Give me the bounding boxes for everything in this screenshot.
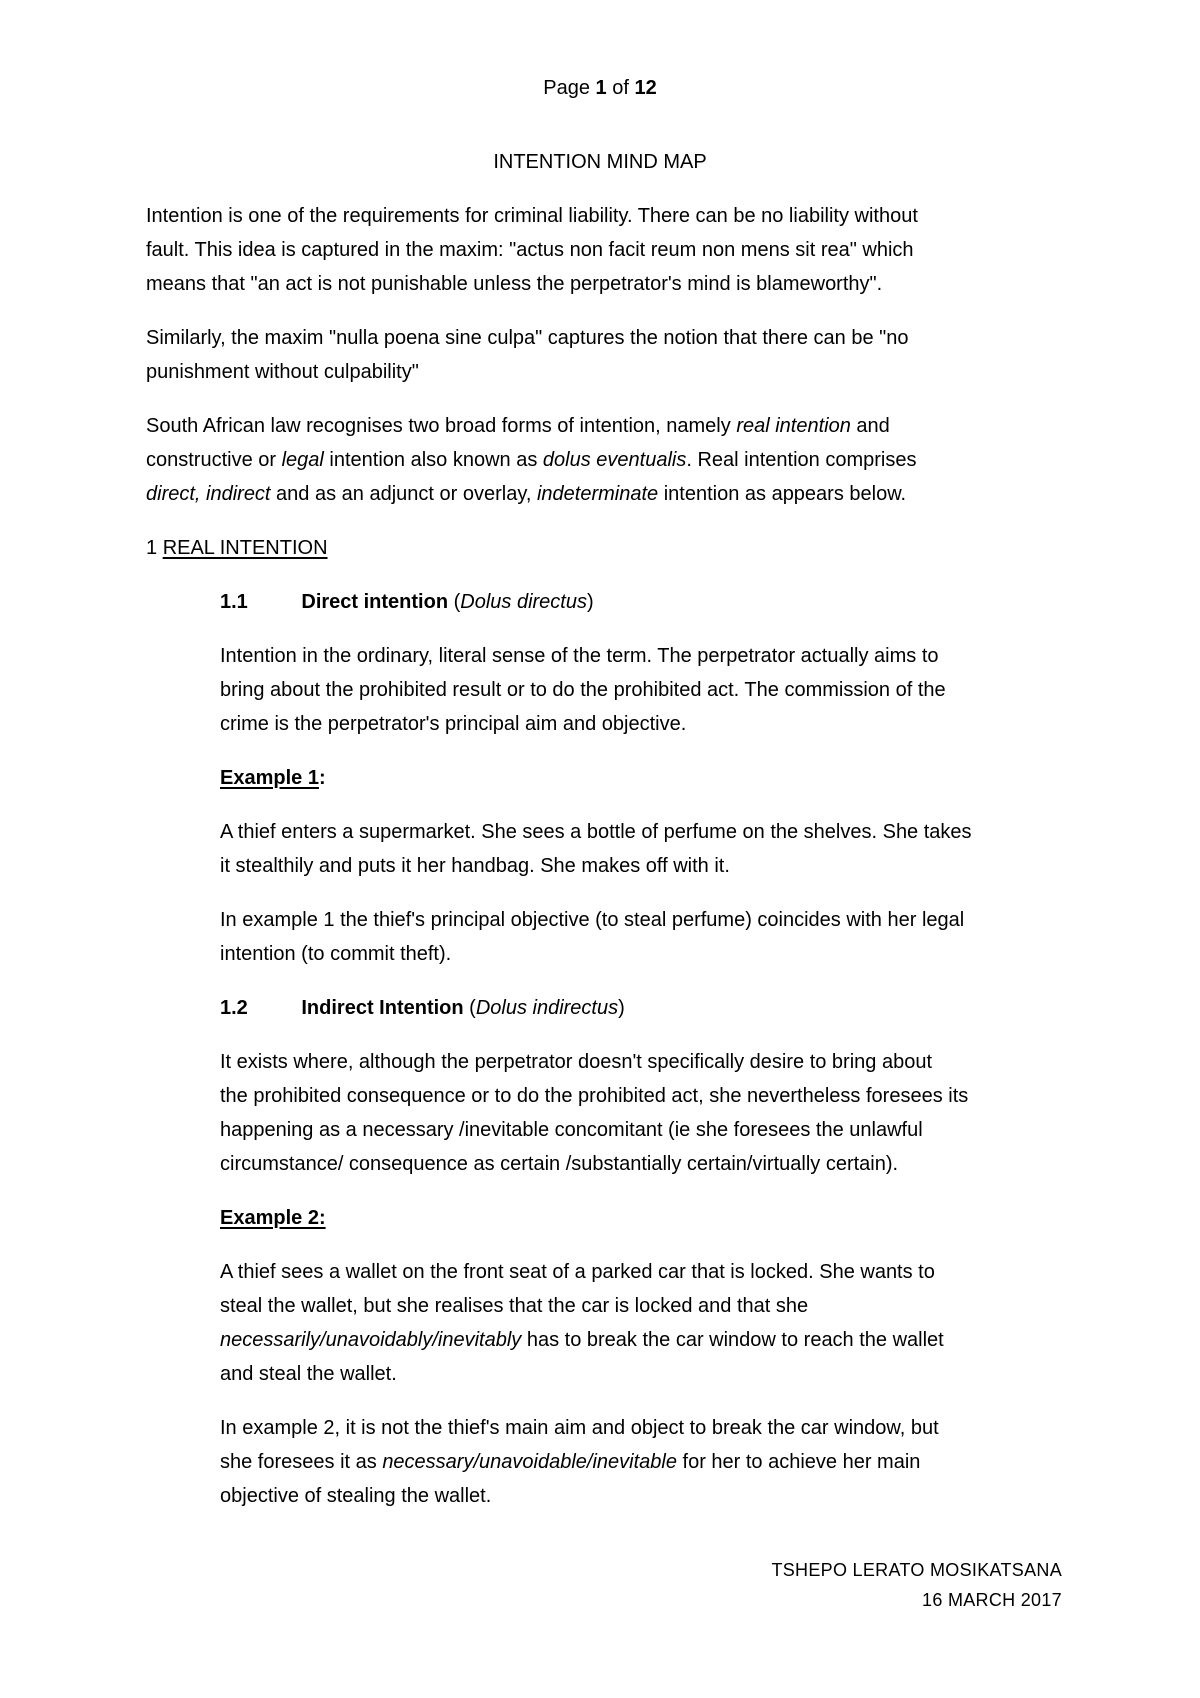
footer-date: 16 MARCH 2017 [922, 1590, 1062, 1610]
footer-author: TSHEPO LERATO MOSIKATSANA [771, 1560, 1062, 1580]
page-number: 1 [595, 77, 607, 99]
subsection-1-2-heading: 1.2 Indirect Intention (Dolus indirectus) [220, 997, 625, 1019]
indirect-body-line-3: happening as a necessary /inevitable concomitant (ie she foresees the unlawful [220, 1119, 923, 1141]
document-title: INTENTION MIND MAP [493, 151, 707, 173]
example-2-label: Example 2: [220, 1207, 326, 1229]
example-2-analysis-line-1: In example 2, it is not the thief's main aim and object to break the car window, but [220, 1417, 939, 1439]
indirect-body-line-4: circumstance/ consequence as certain /substantially certain/virtually certain). [220, 1153, 899, 1175]
subsection-1-2-title: Indirect Intention [301, 997, 464, 1019]
example-2-line-2: steal the wallet, but she realises that the car is locked and that she [220, 1295, 809, 1317]
subsection-1-1-heading: 1.1 Direct intention (Dolus directus) [220, 591, 594, 613]
intro-p3-line-1: South African law recognises two broad forms of intention, namely real intention and [146, 415, 890, 437]
subsection-1-1-number: 1.1 [220, 591, 248, 613]
example-1-label: Example 1: [220, 767, 326, 789]
example-2-line-3: necessarily/unavoidably/inevitably has to break the car window to reach the wallet [220, 1329, 944, 1351]
intro-p1-line-2: fault. This idea is captured in the maxim: "actus non facit reum non mens sit rea" which [146, 239, 914, 261]
intro-p3-line-2: constructive or legal intention also known as dolus eventualis. Real intention comprises [146, 449, 917, 471]
example-2-line-4: and steal the wallet. [220, 1363, 397, 1385]
of-word: of [612, 77, 629, 99]
intro-p2-line-1: Similarly, the maxim "nulla poena sine culpa" captures the notion that there can be "no [146, 327, 909, 349]
page-word: Page [543, 77, 590, 99]
example-2-analysis-line-2: she foresees it as necessary/unavoidable/inevitable for her to achieve her main [220, 1451, 921, 1473]
direct-body-line-1: Intention in the ordinary, literal sense of the term. The perpetrator actually aims to [220, 645, 939, 667]
intro-p3-line-3: direct, indirect and as an adjunct or overlay, indeterminate intention as appears below. [146, 483, 907, 505]
example-1-line-1: A thief enters a supermarket. She sees a bottle of perfume on the shelves. She takes [220, 821, 972, 843]
intro-p2-line-2: punishment without culpability" [146, 361, 419, 383]
example-1-analysis-line-2: intention (to commit theft). [220, 943, 452, 965]
example-2-line-1: A thief sees a wallet on the front seat of a parked car that is locked. She wants to [220, 1261, 935, 1283]
direct-body-line-3: crime is the perpetrator's principal aim and objective. [220, 713, 687, 735]
subsection-1-2-number: 1.2 [220, 997, 248, 1019]
indirect-body-line-2: the prohibited consequence or to do the prohibited act, she nevertheless foresees its [220, 1085, 969, 1107]
section-heading-real-intention: 1 REAL INTENTION [146, 537, 328, 559]
page-indicator [0, 78, 1200, 98]
intro-p1-line-3: means that "an act is not punishable unless the perpetrator's mind is blameworthy". [146, 273, 883, 295]
example-1-analysis-line-1: In example 1 the thief's principal objective (to steal perfume) coincides with her legal [220, 909, 965, 931]
total-pages: 12 [634, 77, 657, 99]
example-1-line-2: it stealthily and puts it her handbag. She makes off with it. [220, 855, 730, 877]
subsection-1-1-title: Direct intention [301, 591, 449, 613]
intro-p1-line-1: Intention is one of the requirements for criminal liability. There can be no liability without [146, 205, 918, 227]
direct-body-line-2: bring about the prohibited result or to do the prohibited act. The commission of the [220, 679, 946, 701]
example-2-analysis-line-3: objective of stealing the wallet. [220, 1485, 492, 1507]
indirect-body-line-1: It exists where, although the perpetrator doesn't specifically desire to bring about [220, 1051, 933, 1073]
